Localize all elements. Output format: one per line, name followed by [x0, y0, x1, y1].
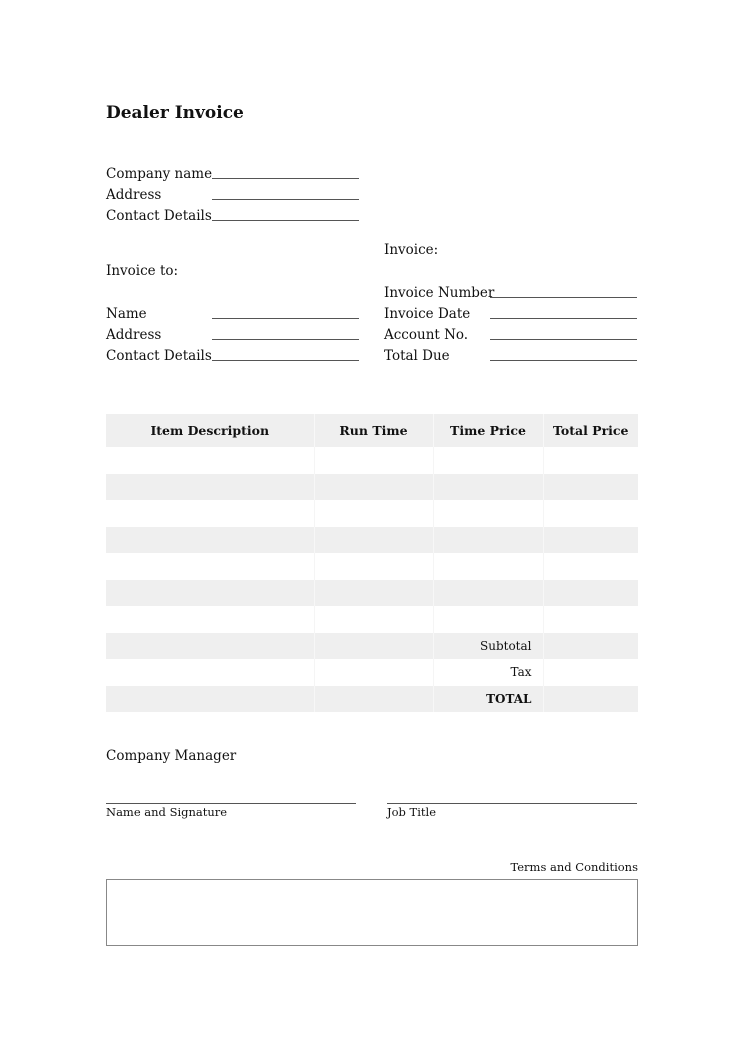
column-header-total-price: Total Price	[543, 414, 638, 447]
time-price-cell[interactable]	[433, 553, 543, 580]
run-time-cell[interactable]	[314, 447, 433, 474]
subtotal-row	[106, 633, 638, 660]
total-price-cell[interactable]	[543, 500, 638, 527]
column-header-time-price: Time Price	[433, 414, 543, 447]
tax-row	[106, 659, 638, 686]
recipient-name-field[interactable]	[212, 318, 359, 319]
company-name-label: Company name	[106, 166, 213, 182]
total-price-cell[interactable]	[543, 527, 638, 554]
account-number-label: Account No.	[384, 327, 469, 343]
item-description-cell[interactable]	[106, 553, 314, 580]
subtotal-value-cell[interactable]	[543, 633, 638, 660]
time-price-cell[interactable]	[433, 447, 543, 474]
sender-contact-field[interactable]	[212, 220, 359, 221]
item-description-cell[interactable]	[106, 474, 314, 501]
tax-value-cell[interactable]	[543, 659, 638, 686]
job-title-label: Job Title	[387, 805, 437, 819]
total-row	[106, 686, 638, 713]
time-price-cell[interactable]	[433, 527, 543, 554]
total-price-cell[interactable]	[543, 553, 638, 580]
name-signature-label: Name and Signature	[106, 805, 228, 819]
invoice-number-label: Invoice Number	[384, 285, 495, 301]
total-price-cell[interactable]	[543, 580, 638, 607]
table-row	[106, 500, 638, 527]
account-number-field[interactable]	[490, 339, 637, 340]
total-due-label: Total Due	[384, 348, 450, 364]
recipient-name-label: Name	[106, 306, 147, 322]
time-price-cell[interactable]	[433, 474, 543, 501]
run-time-cell[interactable]	[314, 553, 433, 580]
item-description-cell[interactable]	[106, 447, 314, 474]
job-title-line[interactable]	[387, 803, 637, 804]
table-row	[106, 580, 638, 607]
total-price-cell[interactable]	[543, 474, 638, 501]
run-time-cell[interactable]	[314, 500, 433, 527]
document-title: Dealer Invoice	[106, 103, 244, 123]
recipient-contact-field[interactable]	[212, 360, 359, 361]
subtotal-label: Subtotal	[433, 633, 543, 660]
table-row	[106, 527, 638, 554]
run-time-cell[interactable]	[314, 474, 433, 501]
company-name-field[interactable]	[212, 178, 359, 179]
sender-address-field[interactable]	[212, 199, 359, 200]
company-manager-heading: Company Manager	[106, 748, 237, 764]
table-row	[106, 474, 638, 501]
name-signature-line[interactable]	[106, 803, 356, 804]
recipient-address-label: Address	[106, 327, 162, 343]
time-price-cell[interactable]	[433, 580, 543, 607]
invoice-date-field[interactable]	[490, 318, 637, 319]
tax-label: Tax	[433, 659, 543, 686]
run-time-cell[interactable]	[314, 580, 433, 607]
invoice-number-field[interactable]	[490, 297, 637, 298]
time-price-cell[interactable]	[433, 500, 543, 527]
table-row	[106, 606, 638, 633]
total-price-cell[interactable]	[543, 447, 638, 474]
total-value-cell[interactable]	[543, 686, 638, 713]
table-header-row	[106, 414, 638, 447]
total-due-field[interactable]	[490, 360, 637, 361]
time-price-cell[interactable]	[433, 606, 543, 633]
items-table	[106, 414, 638, 712]
item-description-cell[interactable]	[106, 500, 314, 527]
run-time-cell[interactable]	[314, 606, 433, 633]
item-description-cell[interactable]	[106, 527, 314, 554]
column-header-run-time: Run Time	[314, 414, 433, 447]
run-time-cell[interactable]	[314, 527, 433, 554]
recipient-address-field[interactable]	[212, 339, 359, 340]
total-label: TOTAL	[433, 686, 543, 713]
item-description-cell[interactable]	[106, 580, 314, 607]
item-description-cell[interactable]	[106, 606, 314, 633]
total-price-cell[interactable]	[543, 606, 638, 633]
invoice-to-heading: Invoice to:	[106, 263, 179, 279]
terms-box[interactable]	[106, 879, 638, 946]
terms-label: Terms and Conditions	[510, 860, 638, 874]
table-row	[106, 553, 638, 580]
invoice-date-label: Invoice Date	[384, 306, 471, 322]
sender-address-label: Address	[106, 187, 162, 203]
sender-contact-label: Contact Details	[106, 208, 212, 224]
table-row	[106, 447, 638, 474]
column-header-item-description: Item Description	[106, 414, 314, 447]
invoice-heading: Invoice:	[384, 242, 439, 258]
recipient-contact-label: Contact Details	[106, 348, 212, 364]
